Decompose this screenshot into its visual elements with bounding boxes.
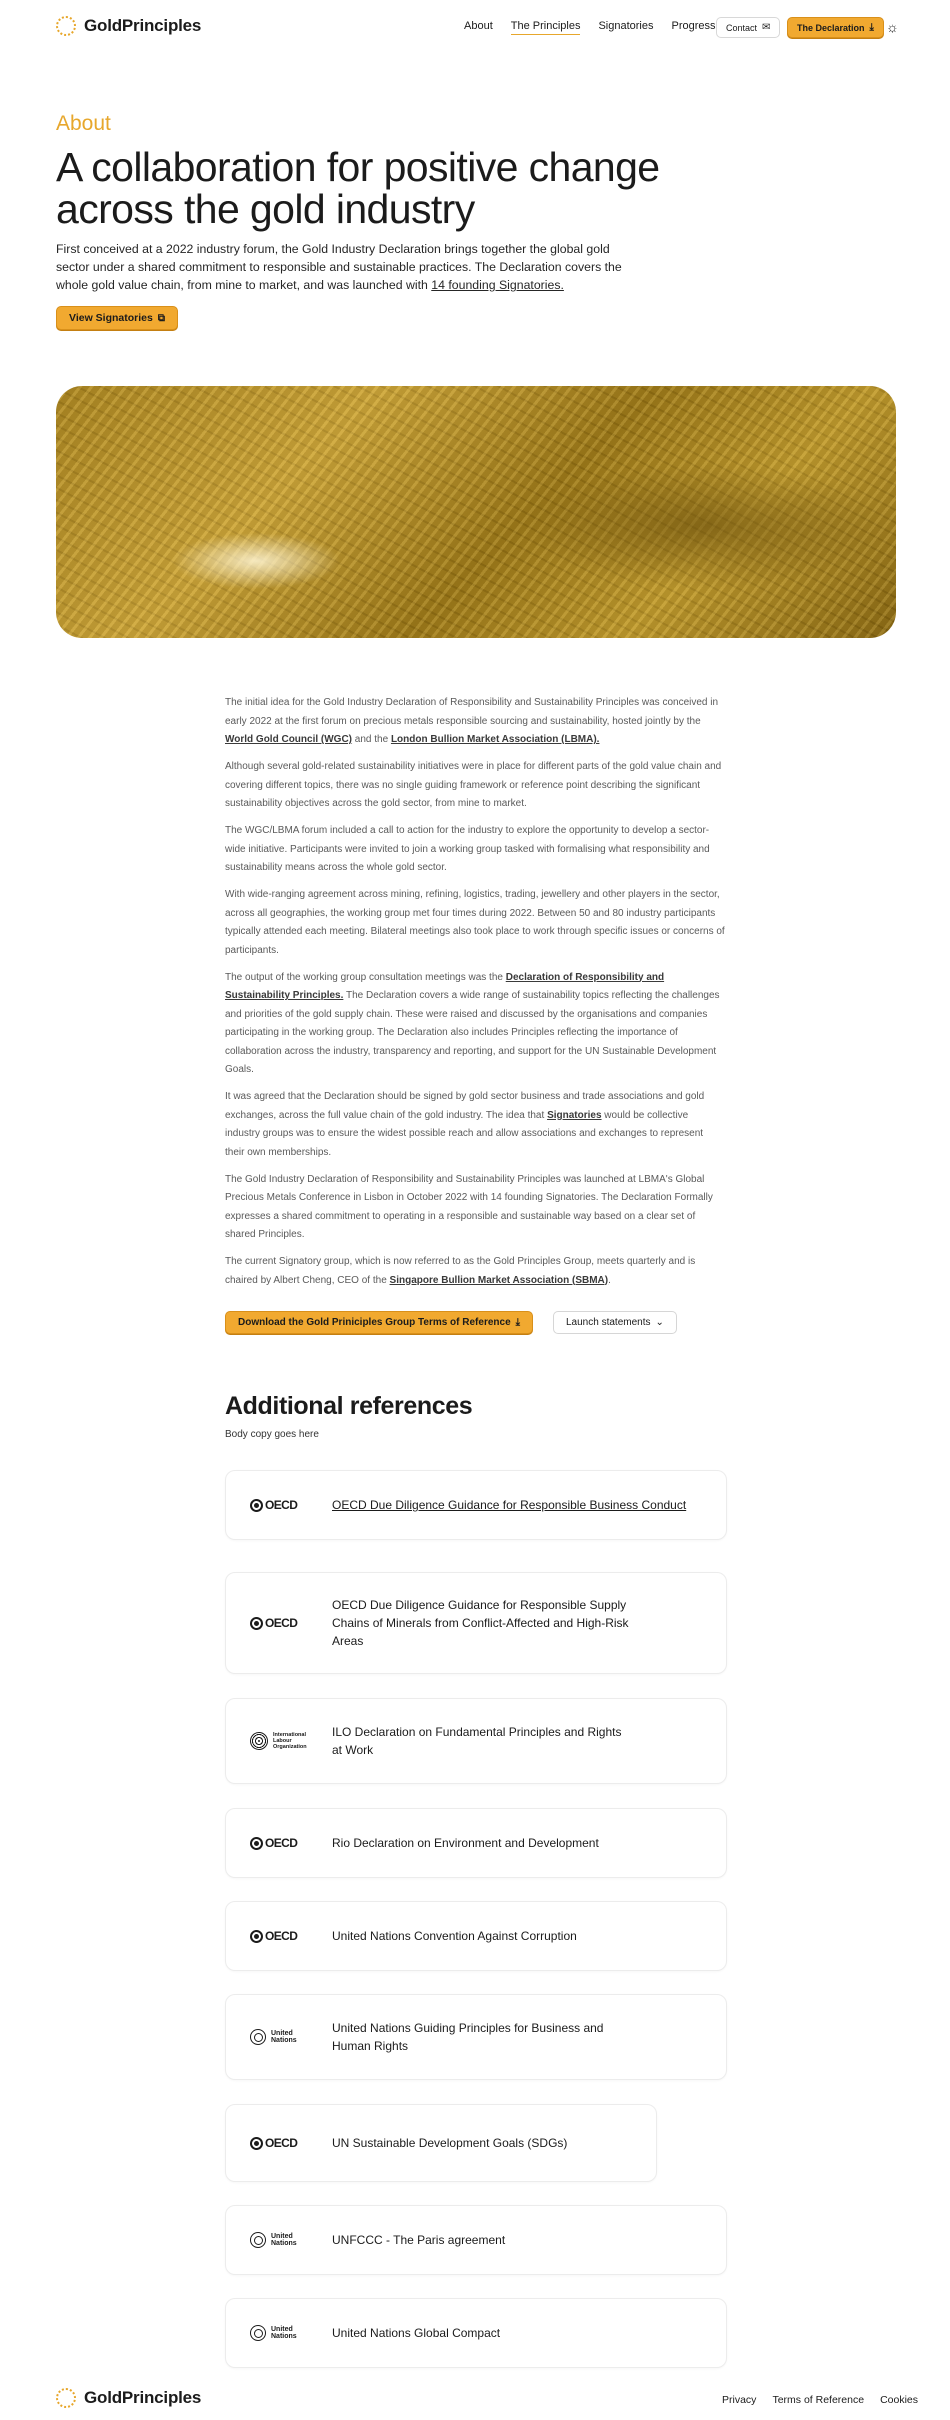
- paragraph: [225, 1253, 725, 1290]
- download-terms-button[interactable]: [225, 1311, 533, 1334]
- site-header: [0, 0, 950, 56]
- reference-label: United Nations Global Compact: [332, 2326, 501, 2340]
- reference-card[interactable]: [225, 1808, 727, 1878]
- declaration-button[interactable]: [787, 17, 884, 38]
- lbma-link[interactable]: London Bullion Market Association (LBMA).: [390, 734, 600, 745]
- launch-statements-dropdown[interactable]: [553, 1311, 677, 1334]
- paragraph-text: .: [608, 1274, 611, 1286]
- page-title: A collaboration for positive change across the gold industry: [56, 144, 660, 232]
- paragraph-text: would be collective industry groups was to ensure the widest possible reach and allow associations and exchanges to represent their own memberships.: [225, 1109, 704, 1158]
- oecd-logo-icon: OECD: [250, 1498, 297, 1512]
- footer-link-terms[interactable]: Terms of Reference: [772, 2394, 865, 2406]
- paragraph-text: The initial idea for the Gold Industry Declaration of Responsibility and Sustainability Principles was conceived in early 2022 at the first forum on precious metals responsible sourcing and sustainability, hosted jointly by the: [225, 697, 719, 727]
- brand-logo[interactable]: [56, 16, 201, 36]
- references-title: Additional references: [225, 1392, 473, 1420]
- view-signatories-button[interactable]: [56, 306, 178, 330]
- brand-name: GoldPrinciples: [84, 16, 202, 35]
- oecd-logo-icon: OECD: [250, 1836, 297, 1850]
- reference-card[interactable]: [225, 1994, 727, 2080]
- reference-card[interactable]: [225, 2104, 657, 2182]
- sbma-link[interactable]: Singapore Bullion Market Association (SBMA): [389, 1274, 609, 1286]
- contact-label: Contact: [726, 22, 758, 33]
- gold-texture-image: [56, 386, 896, 638]
- reference-card[interactable]: [225, 1901, 727, 1971]
- reference-card[interactable]: [225, 1698, 727, 1784]
- reference-label: UNFCCC - The Paris agreement: [332, 2233, 506, 2247]
- reference-label: United Nations Guiding Principles for Business and Human Rights: [332, 2021, 604, 2053]
- reference-label: UN Sustainable Development Goals (SDGs): [332, 2136, 568, 2150]
- nav-item-about[interactable]: About: [464, 20, 493, 32]
- logo-mark-icon: [56, 16, 76, 36]
- footer-brand-name: GoldPrinciples: [84, 2388, 202, 2407]
- reference-label: United Nations Convention Against Corruption: [332, 1929, 577, 1943]
- paragraph-text: The Declaration covers a wide range of sustainability topics reflecting the challenges and priorities of the gold supply chain. These were raised and discussed by the organisations and companies participating in the working group. The Declaration also includes Principles reflecting the importance of collaboration across the industry, transparency and reporting, and support for the UN Sustainable Development Goals.: [225, 990, 720, 1075]
- page-eyebrow: About: [56, 112, 111, 135]
- footer-link-privacy[interactable]: Privacy: [722, 2394, 757, 2406]
- oecd-logo-icon: OECD: [250, 1616, 297, 1630]
- paragraph-text: The current Signatory group, which is now referred to as the Gold Principles Group, meets quarterly and is chaired by Albert Cheng, CEO of the: [225, 1256, 696, 1286]
- footer-link-cookies[interactable]: Cookies: [880, 2394, 918, 2406]
- download-icon: ⤓: [869, 22, 874, 33]
- reference-card[interactable]: [225, 2205, 727, 2275]
- declaration-label: The Declaration: [797, 22, 865, 33]
- paragraph-text: It was agreed that the Declaration should be signed by gold sector business and trade associations and gold exchanges, across the full value chain of the gold industry. The idea that: [225, 1091, 705, 1121]
- paragraph-text: The output of the working group consultation meetings was the: [225, 971, 506, 983]
- hero-intro: [56, 240, 636, 294]
- external-link-icon: ⧉: [157, 312, 165, 324]
- un-logo-icon: United Nations: [250, 2029, 307, 2045]
- about-article: [225, 694, 725, 1299]
- paragraph: [225, 694, 725, 750]
- contact-button[interactable]: [716, 17, 780, 38]
- reference-card[interactable]: [225, 1572, 727, 1674]
- signatories-link[interactable]: Signatories: [547, 1109, 602, 1121]
- paragraph: [225, 969, 725, 1080]
- references-subtitle: Body copy goes here: [225, 1429, 319, 1440]
- mail-icon: ✉: [762, 22, 771, 33]
- reference-card[interactable]: [225, 1470, 727, 1540]
- reference-label: OECD Due Diligence Guidance for Responsible Supply Chains of Minerals from Conflict-Affected and High-Risk Areas: [332, 1598, 629, 1648]
- founding-signatories-link[interactable]: 14 founding Signatories.: [431, 278, 564, 292]
- hero-intro-text: First conceived at a 2022 industry forum, the Gold Industry Declaration brings together the global gold sector under a shared commitment to responsible and sustainable practices. The Declaration covers the whole gold value chain, from mine to market, and was launched with: [56, 242, 622, 292]
- ilo-logo-icon: International Labour Organization: [250, 1732, 313, 1750]
- launch-statements-label: Launch statements: [566, 1317, 651, 1328]
- nav-item-signatories[interactable]: Signatories: [598, 20, 654, 32]
- paragraph: [225, 1088, 725, 1162]
- download-icon: ⤓: [515, 1317, 521, 1328]
- reference-label: Rio Declaration on Environment and Development: [332, 1836, 599, 1850]
- paragraph: The Gold Industry Declaration of Responsibility and Sustainability Principles was launched at LBMA's Global Precious Metals Conference in Lisbon in October 2022 with 14 founding Signatories. The Declaration Formally expresses a shared commitment to operating in a responsible and sustainable way based on a clear set of shared Principles.: [225, 1173, 713, 1240]
- footer-links: [706, 2394, 918, 2406]
- oecd-logo-icon: OECD: [250, 1929, 297, 1943]
- download-terms-label: Download the Gold Priniciples Group Terms of Reference: [238, 1317, 511, 1328]
- chevron-down-icon: ⌄: [655, 1317, 664, 1328]
- footer-brand-logo[interactable]: [56, 2388, 201, 2408]
- paragraph: The WGC/LBMA forum included a call to action for the industry to explore the opportunity to develop a sector-wide initiative. Participants were invited to join a working group tasked with formalising what responsibility and sustainability means across the whole gold sector.: [225, 825, 710, 873]
- declaration-link[interactable]: Declaration of Responsibility and Sustainability Principles.: [225, 971, 665, 1001]
- view-signatories-label: View Signatories: [69, 312, 153, 324]
- reference-label[interactable]: OECD Due Diligence Guidance for Responsible Business Conduct: [332, 1498, 687, 1512]
- oecd-logo-icon: OECD: [250, 2136, 297, 2150]
- paragraph-text: and the: [352, 734, 391, 745]
- wgc-link[interactable]: World Gold Council (WGC): [225, 734, 353, 745]
- paragraph: With wide-ranging agreement across mining, refining, logistics, trading, jewellery and other players in the sector, across all geographies, the working group met four times during 2022. Between 50 and 80 industry participants typically attended each meeting. Bilateral meetings also took place to work through specific issues or concerns of participants.: [225, 889, 725, 956]
- reference-label: ILO Declaration on Fundamental Principles and Rights at Work: [332, 1725, 622, 1757]
- logo-mark-icon: [56, 2388, 76, 2408]
- un-logo-icon: United Nations: [250, 2232, 307, 2248]
- main-nav: [464, 20, 734, 35]
- reference-card[interactable]: [225, 2298, 727, 2368]
- paragraph: Although several gold-related sustainability initiatives were in place for different parts of the gold value chain and covering different topics, there was no single guiding framework or reference point describing the significant sustainability objectives across the gold sector, from mine to market.: [225, 761, 722, 809]
- nav-item-the-principles[interactable]: The Principles: [511, 20, 581, 35]
- sun-icon[interactable]: ☼: [886, 19, 899, 35]
- nav-item-progress[interactable]: Progress: [671, 20, 716, 32]
- un-logo-icon: United Nations: [250, 2325, 307, 2341]
